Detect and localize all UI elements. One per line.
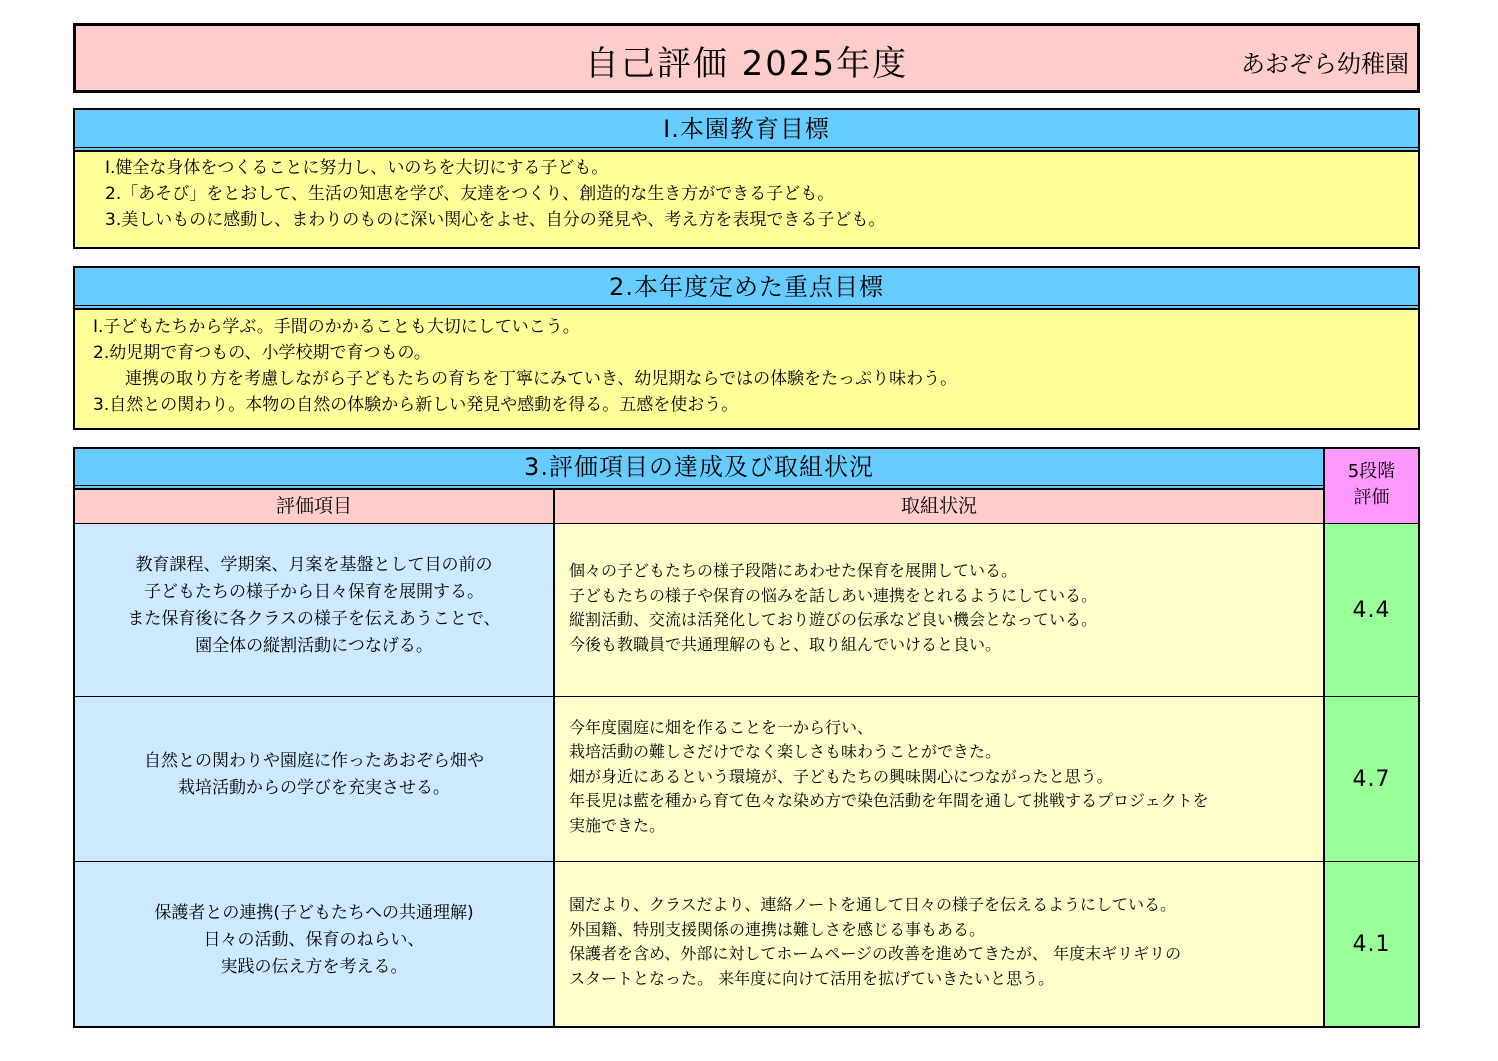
status-line: スタートとなった。 来年度に向けて活用を拡げていきたいと思う。 [569, 968, 1055, 988]
title-banner [73, 23, 1420, 93]
status-line: 実施できた。 [569, 815, 666, 835]
status-line: 今後も教職員で共通理解のもと、取り組んでいけると良い。 [569, 634, 1002, 654]
item-line: 自然との関わりや園庭に作ったあおぞら畑や [144, 751, 484, 771]
status-line: 今年度園庭に畑を作ることを一から行い、 [569, 717, 874, 737]
goal-line: 2.「あそび」をとおして、生活の知恵を学び、友達をつくり、創造的な生き方ができる子ども。 [105, 184, 835, 204]
status-line: 縦割活動、交流は活発化しており遊びの伝承など良い機会となっている。 [569, 610, 1098, 629]
section-heading: Ⅰ.本園教育目標 [75, 110, 1418, 152]
goal-line: 連携の取り方を考慮しながら子どもたちの育ちを丁寧にみていき、幼児期ならではの体験をたっぷり味わう。 [125, 369, 958, 389]
rating-head-line: 5段階 [1347, 461, 1396, 482]
status-line: 畑が身近にあるという環境が、子どもたちの興味関心につながったと思う。 [569, 766, 1113, 786]
section-body [75, 310, 1418, 428]
status-cell [555, 524, 1323, 696]
table-row [75, 697, 1418, 862]
evaluation-item-cell [75, 697, 555, 861]
status-line: 外国籍、特別支援関係の連携は難しさを感じる事もある。 [569, 919, 986, 939]
item-line: 園全体の縦割活動につなげる。 [195, 636, 433, 656]
status-line: 個々の子どもたちの様子段階にあわせた保育を展開している。 [569, 561, 1018, 580]
status-line: 子どもたちの様子や保育の悩みを話しあい連携をとれるようにしている。 [569, 585, 1098, 605]
evaluation-table [73, 447, 1420, 1028]
item-line: 日々の活動、保育のねらい、 [203, 929, 425, 950]
column-header-status: 取組状況 [555, 490, 1323, 524]
status-cell [555, 862, 1323, 1026]
goal-line: Ⅰ.子どもたちから学ぶ。手間のかかることも大切にしていこう。 [93, 317, 580, 337]
evaluation-item-cell [75, 862, 555, 1026]
column-header-item: 評価項目 [75, 490, 555, 524]
rating-head-line: 評価 [1353, 487, 1390, 508]
table-row [75, 524, 1418, 697]
item-line: 教育課程、学期案、月案を基盤として目の前の [135, 555, 493, 575]
school-name: あおぞら幼稚園 [1241, 50, 1409, 78]
section-education-goals [73, 108, 1420, 249]
status-line: 栽培活動の難しさだけでなく楽しさも味わうことができた。 [569, 742, 1002, 762]
goal-line: 3.自然との関わり。本物の自然の体験から新しい発見や感動を得る。五感を使おう。 [93, 395, 739, 415]
item-line: 子どもたちの様子から日々保育を展開する。 [144, 582, 484, 602]
status-cell [555, 697, 1323, 861]
section-priority-goals [73, 266, 1420, 430]
column-header-rating [1323, 449, 1418, 524]
goal-line: 3.美しいものに感動し、まわりのものに深い関心をよせ、自分の発見や、考え方を表現できる子ども。 [105, 210, 886, 230]
section-body [75, 152, 1418, 247]
item-line: また保育後に各クラスの様子を伝えあうことで、 [127, 609, 501, 629]
status-line: 年長児は藍を種から育て色々な染め方で染色活動を年間を通して挑戦するプロジェクトを [569, 791, 1209, 811]
goal-line: 2.幼児期で育つもの、小学校期で育つもの。 [93, 343, 431, 363]
evaluation-item-cell [75, 524, 555, 696]
page-title: 自己評価 2025年度 [584, 44, 909, 84]
rating-cell: 4.7 [1323, 697, 1418, 861]
item-line: 栽培活動からの学びを充実させる。 [178, 778, 450, 798]
rating-cell: 4.1 [1323, 862, 1418, 1026]
section-heading: 3.評価項目の達成及び取組状況 [75, 449, 1323, 490]
item-line: 保護者との連携(子どもたちへの共通理解) [154, 902, 474, 923]
rating-cell: 4.4 [1323, 524, 1418, 696]
status-line: 園だより、クラスだより、連絡ノートを通して日々の様子を伝えるようにしている。 [569, 895, 1177, 914]
goal-line: Ⅰ.健全な身体をつくることに努力し、いのちを大切にする子ども。 [105, 158, 609, 178]
table-row [75, 862, 1418, 1026]
item-line: 実践の伝え方を考える。 [220, 956, 408, 977]
section-heading: 2.本年度定めた重点目標 [75, 268, 1418, 310]
status-line: 保護者を含め、外部に対してホームページの改善を進めてきたが、 年度末ギリギリの [569, 944, 1182, 963]
